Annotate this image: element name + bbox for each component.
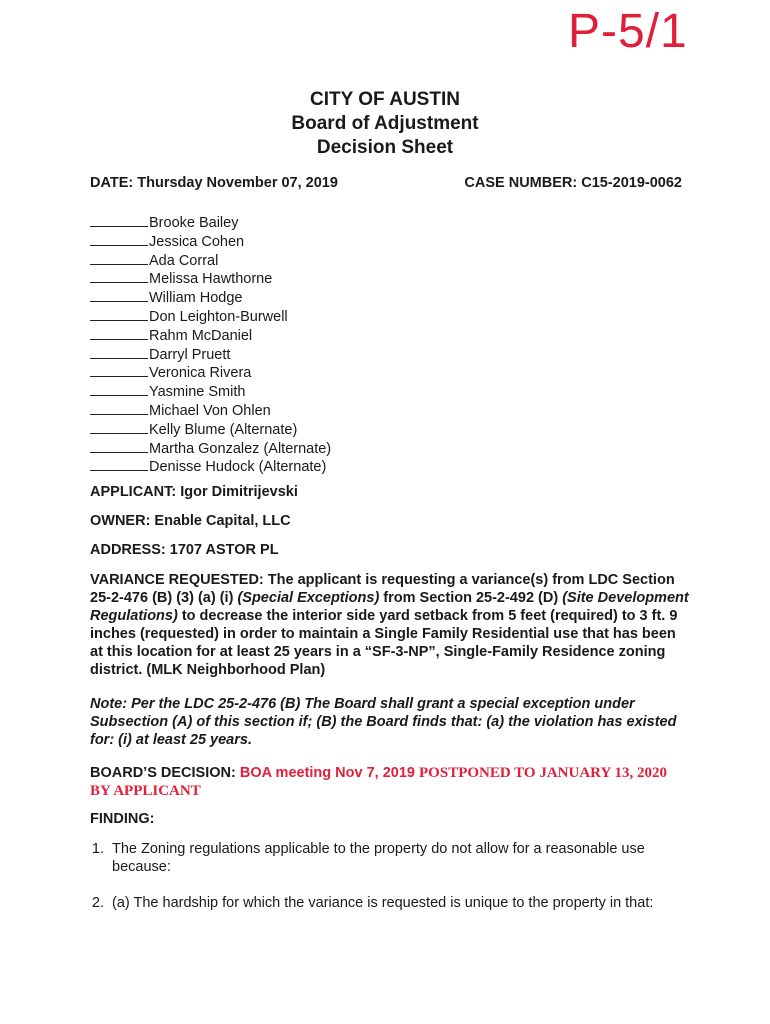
document-header xyxy=(0,88,770,160)
member-name: Michael Von Ohlen xyxy=(149,402,271,419)
variance-text-3: to decrease the interior side yard setback from 5 feet (required) to 3 ft. 9 inches (requested) in order to maintain a Single Family Residential use that has been at this location for at least 25 years in a “SF-3-NP”, Single-Family Residence zoning district. (MLK Neighborhood Plan) xyxy=(90,608,678,678)
member-row xyxy=(90,214,331,233)
vote-blank xyxy=(90,233,148,246)
owner-line: OWNER: Enable Capital, LLC xyxy=(90,513,291,529)
member-name: Kelly Blume (Alternate) xyxy=(149,421,298,438)
member-name: Don Leighton-Burwell xyxy=(149,308,288,325)
finding-item: 2. (a) The hardship for which the variance is requested is unique to the property in that: xyxy=(108,894,675,912)
vote-blank xyxy=(90,458,148,471)
vote-blank xyxy=(90,383,148,396)
decision-label: BOARD’S DECISION: xyxy=(90,765,240,781)
city-title: CITY OF AUSTIN xyxy=(310,89,460,110)
finding-item: 1. The Zoning regulations applicable to the property do not allow for a reasonable use because: xyxy=(108,840,675,876)
case-number: CASE NUMBER: C15-2019-0062 xyxy=(464,175,682,191)
member-row xyxy=(90,440,331,459)
ldc-note: Note: Per the LDC 25-2-476 (B) The Board shall grant a special exception under Subsection (A) of this section if; (B) the Board finds that: (a) the violation has existed for: (i) at least 25 years. xyxy=(90,696,677,748)
member-row xyxy=(90,233,331,252)
finding-label: FINDING: xyxy=(90,811,155,827)
vote-blank xyxy=(90,327,148,340)
member-row xyxy=(90,458,331,477)
member-name: William Hodge xyxy=(149,290,243,307)
sheet-title: Decision Sheet xyxy=(316,137,454,158)
address-line: ADDRESS: 1707 ASTOR PL xyxy=(90,542,279,558)
member-name: Jessica Cohen xyxy=(149,233,245,250)
board-members-list xyxy=(90,214,331,477)
variance-italic-1: (Special Exceptions) xyxy=(237,590,380,606)
member-row xyxy=(90,252,331,271)
vote-blank xyxy=(90,440,148,453)
member-name: Darryl Pruett xyxy=(149,346,231,363)
member-name: Rahm McDaniel xyxy=(149,327,253,344)
member-row xyxy=(90,421,331,440)
member-row xyxy=(90,346,331,365)
member-name: Brooke Bailey xyxy=(149,215,239,231)
variance-requested xyxy=(90,571,690,679)
boards-decision xyxy=(90,764,690,800)
meta-row xyxy=(90,175,682,191)
vote-blank xyxy=(90,270,148,283)
member-name: Melissa Hawthorne xyxy=(149,271,273,288)
vote-blank xyxy=(90,214,148,227)
member-name: Yasmine Smith xyxy=(149,384,246,401)
meeting-date: DATE: Thursday November 07, 2019 xyxy=(90,175,338,191)
variance-text-1: VARIANCE REQUESTED: The applicant is requesting a variance(s) from LDC Section 25-2-476 (B) (3) (a) (i) xyxy=(90,572,675,606)
member-row xyxy=(90,270,331,289)
member-row xyxy=(90,327,331,346)
variance-text-2: from Section 25-2-492 (D) xyxy=(379,590,563,606)
page-stamp: P-5/1 xyxy=(568,5,688,58)
member-row xyxy=(90,364,331,383)
vote-blank xyxy=(90,421,148,434)
member-row xyxy=(90,402,331,421)
vote-blank xyxy=(90,289,148,302)
findings-list xyxy=(90,840,675,912)
member-row xyxy=(90,308,331,327)
member-row xyxy=(90,383,331,402)
member-name: Martha Gonzalez (Alternate) xyxy=(149,440,332,457)
member-name: Denisse Hudock (Alternate) xyxy=(149,459,327,476)
member-name: Veronica Rivera xyxy=(149,365,252,382)
vote-blank xyxy=(90,346,148,359)
findings-section xyxy=(90,840,675,930)
vote-blank xyxy=(90,364,148,377)
applicant-line: APPLICANT: Igor Dimitrijevski xyxy=(90,484,298,500)
board-title: Board of Adjustment xyxy=(291,113,479,134)
decision-outcome: POSTPONED TO JANUARY 13, 2020 BY APPLICANT xyxy=(90,765,667,799)
member-name: Ada Corral xyxy=(149,252,219,269)
vote-blank xyxy=(90,308,148,321)
member-row xyxy=(90,289,331,308)
variance-italic-2: (Site Development Regulations) xyxy=(90,590,689,624)
vote-blank xyxy=(90,252,148,265)
vote-blank xyxy=(90,402,148,415)
decision-meeting: BOA meeting Nov 7, 2019 xyxy=(239,765,420,781)
